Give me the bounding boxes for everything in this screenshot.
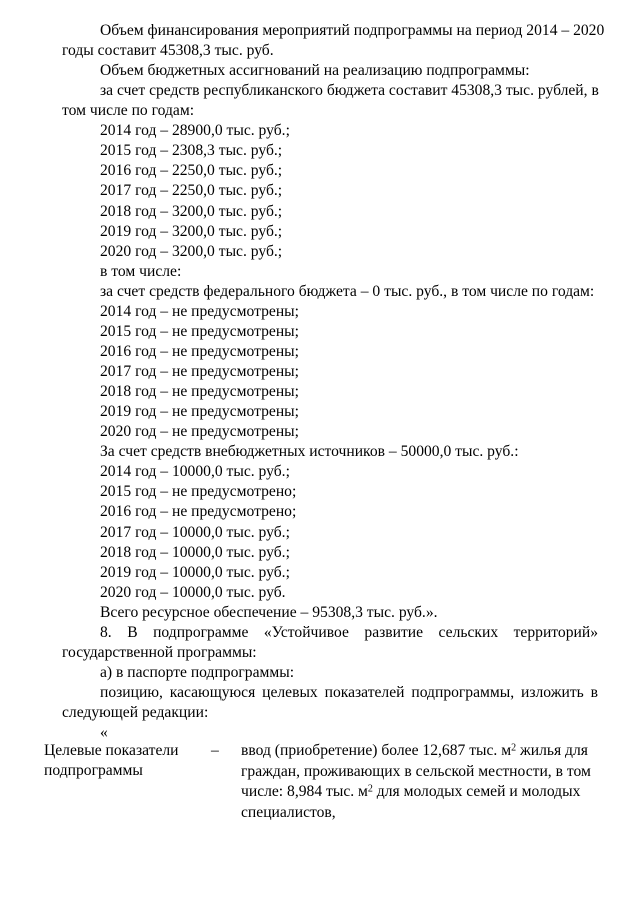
text-line: а) в паспорте подпрограммы: bbox=[100, 663, 295, 681]
table-value-text: жилья для bbox=[516, 742, 588, 759]
text-line: 2019 год – не предусмотрены; bbox=[100, 403, 299, 421]
text-line: 2020 год – 3200,0 тыс. руб.; bbox=[100, 242, 283, 260]
table-label-line: Целевые показатели bbox=[44, 742, 179, 759]
text-line: 2019 год – 3200,0 тыс. руб.; bbox=[100, 222, 283, 240]
text-line: 2018 год – 3200,0 тыс. руб.; bbox=[100, 202, 283, 220]
text-line: следующей редакции: bbox=[62, 704, 209, 722]
unit-superscript: 2 bbox=[367, 783, 373, 795]
text-line: Объем финансирования мероприятий подпрограммы на период 2014 – 2020 bbox=[100, 22, 605, 39]
text-line: 2017 год – 10000,0 тыс. руб.; bbox=[100, 523, 290, 541]
text-line: 2015 год – 2308,3 тыс. руб.; bbox=[100, 142, 283, 160]
text-line: годы составит 45308,3 тыс. руб. bbox=[62, 42, 274, 60]
table-value-line bbox=[241, 803, 599, 824]
text-line: за счет средств республиканского бюджета составит 45308,3 тыс. рублей, в bbox=[100, 82, 599, 100]
text-line: 2020 год – 10000,0 тыс. руб. bbox=[100, 583, 286, 601]
table-value-text: ввод (приобретение) более 12,687 тыс. м bbox=[241, 742, 512, 759]
text-line: Объем бюджетных ассигнований на реализацию подпрограммы: bbox=[100, 62, 530, 80]
table-value-line bbox=[241, 762, 599, 783]
text-line: 2020 год – не предусмотрены; bbox=[100, 423, 299, 441]
table-label-line: подпрограммы bbox=[44, 762, 143, 779]
text-line: 2019 год – 10000,0 тыс. руб.; bbox=[100, 563, 290, 581]
table-dash: – bbox=[211, 742, 219, 759]
text-line: 2016 год – не предусмотрено; bbox=[100, 503, 297, 521]
text-line: том числе по годам: bbox=[62, 102, 195, 120]
text-line: 2014 год – 28900,0 тыс. руб.; bbox=[100, 122, 290, 140]
text-line: За счет средств внебюджетных источников – 50000,0 тыс. руб.: bbox=[100, 443, 519, 461]
text-line: 2017 год – не предусмотрены; bbox=[100, 363, 299, 381]
text-line: государственной программы: bbox=[62, 643, 257, 661]
table-value-line bbox=[241, 782, 599, 803]
text-line: 2015 год – не предусмотрены; bbox=[100, 322, 299, 340]
text-line: 2014 год – 10000,0 тыс. руб.; bbox=[100, 463, 290, 481]
table-label-cell bbox=[44, 741, 179, 781]
text-line: 2018 год – не предусмотрены; bbox=[100, 383, 299, 401]
text-line: 8. В подпрограмме «Устойчивое развитие сельских территорий» bbox=[100, 623, 598, 641]
table-value-cell bbox=[241, 741, 599, 823]
text-line: за счет средств федерального бюджета – 0 тыс. руб., в том числе по годам: bbox=[100, 282, 595, 300]
table-value-text: для молодых семей и молодых bbox=[372, 783, 581, 800]
unit-superscript: 2 bbox=[511, 742, 517, 754]
text-line: 2016 год – 2250,0 тыс. руб.; bbox=[100, 162, 283, 180]
text-line: 2016 год – не предусмотрены; bbox=[100, 342, 299, 360]
text-line: Всего ресурсное обеспечение – 95308,3 тыс. руб.». bbox=[100, 603, 438, 621]
text-line: 2014 год – не предусмотрены; bbox=[100, 302, 299, 320]
text-line: 2018 год – 10000,0 тыс. руб.; bbox=[100, 543, 290, 561]
text-line: в том числе: bbox=[100, 262, 182, 280]
text-line: 2015 год – не предусмотрено; bbox=[100, 483, 297, 501]
table-value-line bbox=[241, 741, 599, 762]
text-line: 2017 год – 2250,0 тыс. руб.; bbox=[100, 182, 283, 200]
table-value-text: граждан, проживающих в сельской местности, в том bbox=[241, 762, 591, 780]
table-value-text: специалистов, bbox=[241, 803, 336, 821]
text-line: « bbox=[100, 724, 108, 742]
text-line: позицию, касающуюся целевых показателей подпрограммы, изложить в bbox=[100, 683, 598, 701]
table-value-text: числе: 8,984 тыс. м bbox=[241, 783, 368, 800]
